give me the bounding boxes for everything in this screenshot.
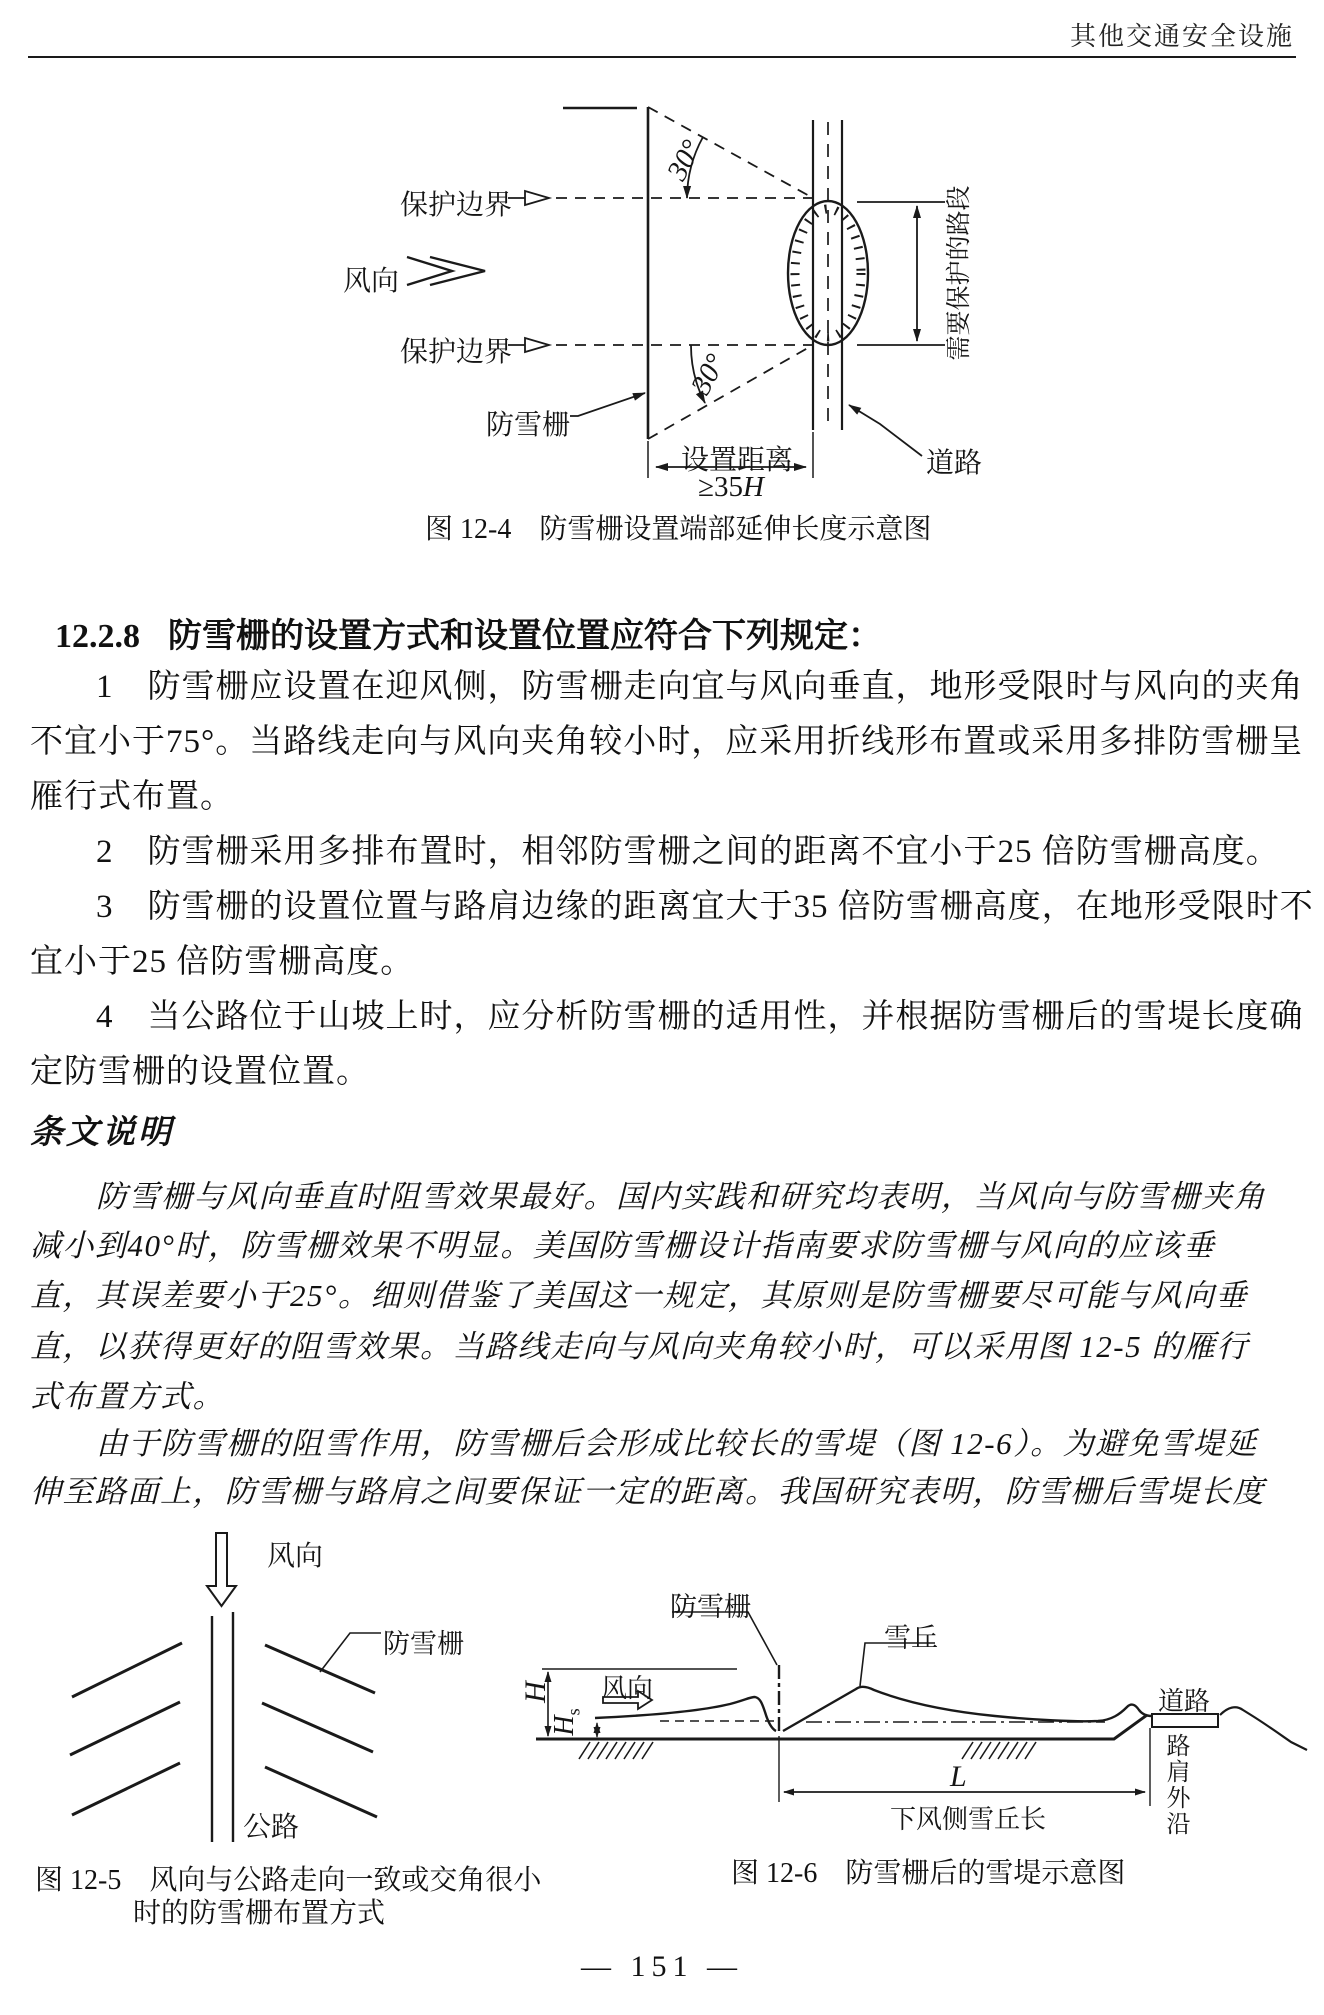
commentary-heading: 条文说明: [30, 1115, 174, 1151]
item1-line1: 1 防雪栅应设置在迎风侧，防雪栅走向宜与风向垂直，地形受限时与风向的夹角: [96, 669, 1304, 705]
fig12-6-downwind-label: 下风侧雪丘长: [889, 1805, 1046, 1834]
fig12-6-L-label: L: [950, 1760, 967, 1793]
label-protect-boundary-top: 保护边界: [400, 190, 513, 221]
item4-line2: 定防雪栅的设置位置。: [30, 1054, 370, 1090]
item1-line3: 雁行式布置。: [30, 779, 234, 815]
page-number: — 151 —: [581, 1950, 743, 1983]
fig12-6-H-label: H: [519, 1681, 552, 1703]
fig12-5-caption-line1: 图 12-5 风向与公路走向一致或交角很小: [35, 1865, 542, 1896]
road-leader: [849, 405, 922, 456]
fence-label-leader: [320, 1633, 381, 1672]
wind-down-arrow: [207, 1533, 236, 1606]
commentary-p2-line1: 由于防雪栅的阻雪作用，防雪栅后会形成比较长的雪堤（图 12-6）。为避免雪堤延: [96, 1426, 1258, 1461]
commentary-p2-line2: 伸至路面上，防雪栅与路肩之间要保证一定的距离。我国研究表明，防雪栅后雪堤长度: [30, 1474, 1265, 1509]
fence-left-2: [70, 1702, 180, 1755]
fig12-6-road-label: 道路: [1158, 1687, 1211, 1716]
boundary-arrow-top: [525, 191, 549, 205]
far-slope: [1220, 1707, 1307, 1750]
fig12-6-mound-label: 雪丘: [884, 1623, 938, 1653]
fig12-6-shoulder-label: 路肩外沿: [1162, 1733, 1188, 1837]
page-header: 其他交通安全设施: [1069, 22, 1294, 51]
item1-line2: 不宜小于75°。当路线走向与风向夹角较小时，应采用折线形布置或采用多排防雪栅呈: [30, 724, 1304, 760]
item2-line1: 2 防雪栅采用多排布置时，相邻防雪栅之间的距离不宜小于25 倍防雪栅高度。: [96, 834, 1280, 870]
ground-line: [536, 1715, 1147, 1739]
section-title: 防雪栅的设置方式和设置位置应符合下列规定：: [168, 618, 882, 655]
fig12-5-caption-line2: 时的防雪栅布置方式: [133, 1898, 386, 1929]
fig12-4-caption: 图 12-4 防雪栅设置端部延伸长度示意图: [425, 514, 932, 545]
label-fence: 防雪栅: [486, 410, 571, 441]
header-rule: [28, 56, 1296, 58]
label-protected-section: 需要保护的路段: [946, 185, 973, 361]
fence-right-1: [265, 1645, 375, 1693]
fig12-5-highway-label: 公路: [243, 1812, 300, 1843]
hatch-left: [579, 1742, 653, 1759]
item3-line2: 宜小于25 倍防雪栅高度。: [30, 944, 415, 980]
fig12-5-fence-label: 防雪栅: [383, 1629, 464, 1659]
fig12-6-wind-label: 风向: [601, 1674, 654, 1703]
label-angle-bottom: 30°: [684, 348, 733, 400]
snow-lens-hatch: [795, 209, 861, 337]
commentary-p1-line1: 防雪栅与风向垂直时阻雪效果最好。国内实践和研究均表明，当风向与防雪栅夹角: [96, 1179, 1266, 1214]
fig12-6-fence-label: 防雪栅: [670, 1592, 751, 1622]
fig12-5-wind-label: 风向: [267, 1541, 324, 1572]
label-angle-top: 30°: [660, 134, 709, 186]
fence-left-1: [72, 1643, 182, 1697]
commentary-p1-line5: 式布置方式。: [30, 1379, 225, 1414]
label-min-distance: ≥35H: [698, 471, 764, 503]
label-protect-boundary-bottom: 保护边界: [400, 337, 513, 368]
leeward-mound: [783, 1687, 1152, 1731]
item4-line1: 4 当公路位于山坡上时，应分析防雪栅的适用性，并根据防雪栅后的雪堤长度确: [96, 999, 1304, 1035]
fence-right-2: [262, 1703, 373, 1752]
section-heading: [55, 608, 882, 657]
label-road: 道路: [926, 448, 983, 479]
fence-leader: [570, 393, 645, 416]
hatch-right: [962, 1742, 1036, 1759]
commentary-p1-line2: 减小到40°时，防雪栅效果不明显。美国防雪栅设计指南要求防雪栅与风向的应该垂: [30, 1228, 1216, 1263]
fence-left-3: [72, 1763, 180, 1815]
commentary-p1-line4: 直，以获得更好的阻雪效果。当路线走向与风向夹角较小时，可以采用图 12-5 的雁行: [30, 1329, 1249, 1364]
wind-chevron-2: [430, 257, 485, 285]
label-wind: 风向: [343, 266, 400, 297]
commentary-p1-line3: 直，其误差要小于25°。细则借鉴了美国这一规定，其原则是防雪栅要尽可能与风向垂: [30, 1278, 1248, 1313]
fig12-6-Hs-label: $H_s$: [549, 1708, 584, 1736]
fig12-6-caption: 图 12-6 防雪栅后的雪堤示意图: [731, 1858, 1126, 1889]
item3-line1: 3 防雪栅的设置位置与路肩边缘的距离宜大于35 倍防雪栅高度，在地形受限时不: [96, 889, 1314, 925]
section-number: 12.2.8: [55, 618, 140, 655]
label-setup-distance: 设置距离: [680, 445, 793, 476]
boundary-arrow-bottom: [525, 338, 549, 352]
